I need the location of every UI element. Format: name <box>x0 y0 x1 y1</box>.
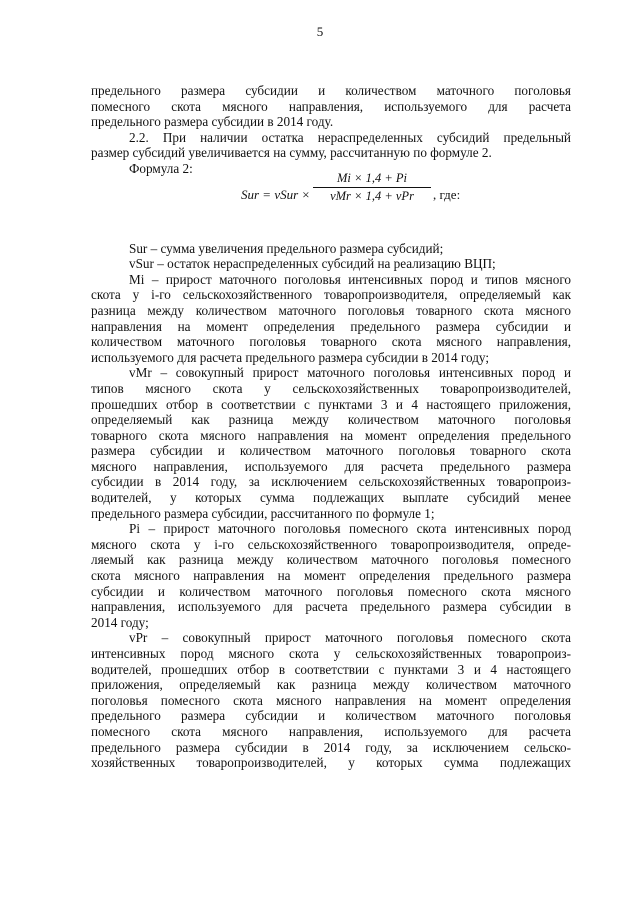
text-line: скота у i-го сельскохозяйственного товаропроизводителя, определяемый как <box>91 287 571 303</box>
text-line: предельного размера субсидии в 2014 году. <box>91 114 334 130</box>
text-line: предельного размера субсидии и количеством маточного поголовья <box>91 708 571 724</box>
text-line: хозяйственных товаропроизводителей, у которых сумма подлежащих <box>91 755 571 771</box>
text-line: предельного размера субсидии в 2014 году, за исключением сельско- <box>91 739 571 755</box>
text-line: интенсивных пород мясного скота у сельскохозяйственных товаропроиз- <box>91 646 571 661</box>
formula-tail: , где: <box>433 186 461 202</box>
definition-pi <box>91 521 571 630</box>
text-line: мясного скота у i-го сельскохозяйственного товаропроизводителя, опреде- <box>91 536 571 552</box>
formula-lhs: Sur = vSur × <box>241 186 311 202</box>
text-line: направления, используемого для расчета предельного размера субсидии в <box>91 599 571 615</box>
text-line: размер субсидий увеличивается на сумму, рассчитанную по формуле 2. <box>91 145 492 161</box>
text-line: ляемый как разница между количеством маточного поголовья помесного <box>91 552 571 568</box>
definition-sur: Sur – сумма увеличения предельного размера субсидий; <box>129 240 444 256</box>
document-body <box>91 83 571 771</box>
text-line: субсидии и количеством маточного поголовья помесного скота мясного <box>91 583 571 599</box>
text-line: количеством маточного поголовья товарного скота мясного направления, <box>91 334 571 350</box>
definition-mi <box>91 272 571 366</box>
text-line: помесного скота мясного направления, используемого для расчета <box>91 98 571 114</box>
definition-vpr <box>91 630 571 770</box>
text-line: скота мясного направления на момент определения предельного размера <box>91 568 571 584</box>
text-line: водителей, прошедших отбор в соответствии с пунктами 3 и 4 настоящего <box>91 661 571 677</box>
text-line: vMr – совокупный прирост маточного поголовья интенсивных пород и <box>129 365 571 381</box>
text-line: vPr – совокупный прирост маточного поголовья помесного скота <box>129 630 571 646</box>
text-line: направления на момент определения предельного размера субсидии и <box>91 318 571 334</box>
definition-vmr <box>91 365 571 521</box>
formula-denominator: vMr × 1,4 + vPr <box>330 188 414 203</box>
formula-label: Формула 2: <box>129 160 193 176</box>
formula-numerator: Mi × 1,4 + Pi <box>313 171 431 188</box>
text-line: водителей, у которых сумма подлежащих выплате субсидий менее <box>91 490 571 506</box>
text-line: типов мясного скота у сельскохозяйственных товаропроизводителей, <box>91 380 571 396</box>
text-line: 2.2. При наличии остатка нераспределенных субсидий предельный <box>129 129 571 145</box>
text-line: определяемый как разница между количеством маточного поголовья <box>91 412 571 428</box>
text-line: предельного размера субсидии, рассчитанного по формуле 1; <box>91 505 435 521</box>
text-line: помесного скота мясного направления, используемого для расчета <box>91 723 571 739</box>
definition-vsur: vSur – остаток нераспределенных субсидий на реализацию ВЦП; <box>129 256 496 272</box>
text-line: Mi – прирост маточного поголовья интенсивных пород и типов мясного <box>129 271 571 287</box>
text-line: размера субсидии и количеством маточного поголовья товарного скота <box>91 443 571 459</box>
text-line: приложения, определяемый как разница между количеством маточного <box>91 677 571 693</box>
page-number: 5 <box>316 24 324 39</box>
text-line: предельного размера субсидии и количеством маточного поголовья <box>91 83 571 98</box>
formula-2 <box>91 171 571 223</box>
text-line: субсидии в 2014 году, за исключением сельскохозяйственных товаропроиз- <box>91 474 571 490</box>
text-line: 2014 году; <box>91 614 149 630</box>
text-line: разница между количеством маточного поголовья товарного скота мясного <box>91 302 571 318</box>
formula-fraction <box>313 171 431 204</box>
text-line: товарного скота мясного направления на момент определения предельного <box>91 427 571 443</box>
text-line: мясного направления, используемого для расчета предельного размера <box>91 458 571 474</box>
text-line: Pi – прирост маточного поголовья помесного скота интенсивных пород <box>129 521 571 537</box>
text-line: прошедших отбор в соответствии с пунктами 3 и 4 настоящего приложения, <box>91 396 571 412</box>
text-line: используемого для расчета предельного размера субсидии в 2014 году; <box>91 349 489 365</box>
text-line: поголовья помесного скота мясного направления на момент определения <box>91 692 571 708</box>
